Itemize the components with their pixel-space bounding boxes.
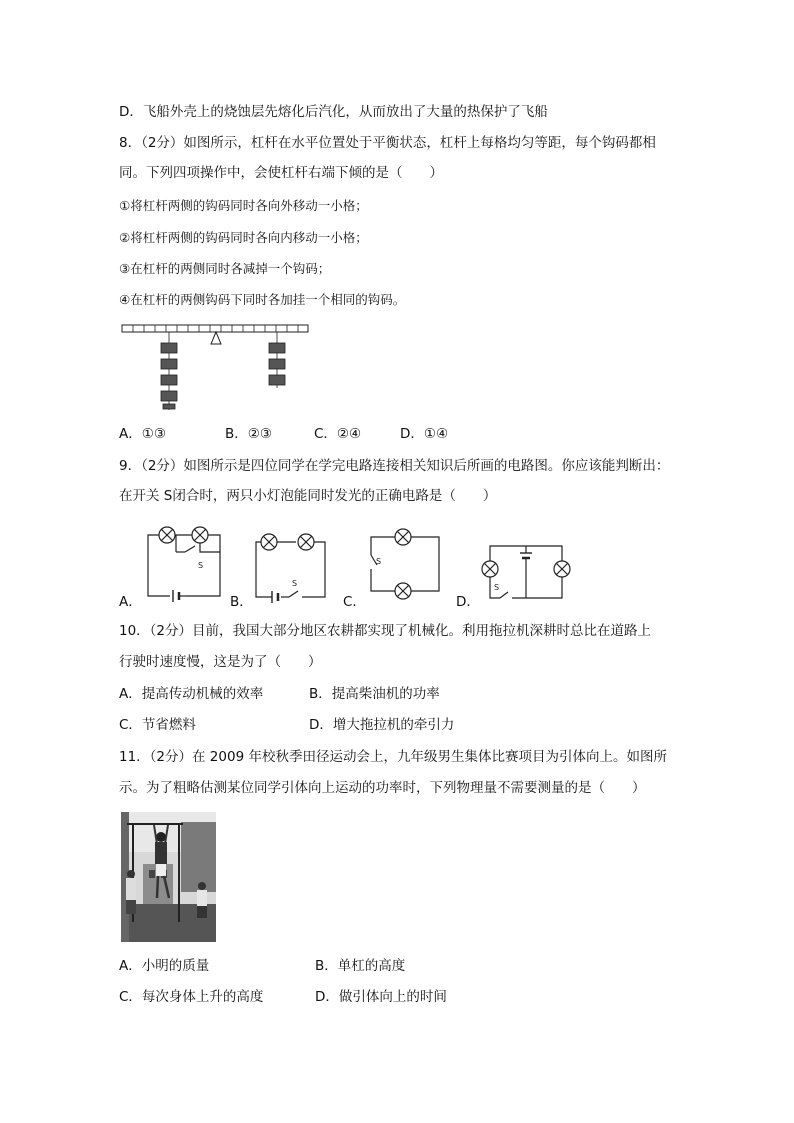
lamp-icon [395,583,411,599]
q10-option-b: B．提高柴油机的功率 [309,686,440,702]
lamp-icon [554,561,570,577]
switch-label: S [198,561,204,570]
lamp-icon [159,527,175,543]
circuit-a-label: A． [119,594,142,610]
q8-item-3: ③在杠杆的两侧同时各减掉一个钩码； [119,261,331,276]
q8-option-b: B．②③ [225,426,272,442]
circuit-b [252,530,332,602]
q11-option-a: A．小明的质量 [119,958,210,974]
q10-stem-line2: 行驶时速度慢，这是为了（ ） [119,654,322,670]
switch-label: S [494,583,500,592]
q9-stem-line1: 9．（2分）如图所示是四位同学在学完电路连接相关知识后所画的电路图。你应该能判断出： [119,458,670,474]
q11-option-d: D．做引体向上的时间 [315,989,447,1005]
q8-option-a: A．①③ [119,426,166,442]
switch-label: S [292,579,298,588]
lever-figure [119,322,319,414]
circuit-d-label: D． [456,594,480,610]
lamp-icon [298,534,314,550]
q8-option-c: C．②④ [314,426,362,442]
pull-up-photo [121,812,216,942]
q8-option-d: D．①④ [400,426,449,442]
lamp-icon [192,527,208,543]
q8-stem-line2: 同。下列四项操作中，会使杠杆右端下倾的是（ ） [119,165,443,181]
q10-option-d: D．增大拖拉机的牵引力 [309,717,455,733]
q9-stem-line2: 在开关 S闭合时，两只小灯泡能同时发光的正确电路是（ ） [119,488,497,504]
q8-item-1: ①将杠杆两侧的钩码同时各向外移动一小格； [119,198,368,213]
q10-option-c: C．节省燃料 [119,717,196,733]
q11-option-b: B．单杠的高度 [315,958,406,974]
q7-option-d: D．飞船外壳上的烧蚀层先熔化后汽化，从而放出了大量的热保护了飞船 [119,104,548,120]
circuit-c [365,527,445,607]
lamp-icon [482,561,498,577]
lamp-icon [395,529,411,545]
q8-item-2: ②将杠杆两侧的钩码同时各向内移动一小格； [119,230,368,245]
switch-label: S [376,557,382,566]
q8-item-4: ④在杠杆的两侧钩码下同时各加挂一个相同的钩码。 [119,292,406,307]
q10-option-a: A．提高传动机械的效率 [119,686,264,702]
q10-stem-line1: 10．（2分）目前，我国大部分地区农耕都实现了机械化。利用拖拉机深耕时总比在道路上 [119,623,652,639]
circuit-b-label: B． [230,594,253,610]
q11-option-c: C．每次身体上升的高度 [119,989,264,1005]
circuit-c-label: C． [343,594,366,610]
fulcrum-icon [211,332,221,344]
left-weights [161,332,177,410]
q11-stem-line1: 11．（2分）在 2009 年校秋季田径运动会上，九年级男生集体比赛项目为引体向上。如图所 [119,749,667,765]
right-weights [269,332,285,388]
circuit-a [140,522,230,604]
circuit-d [478,540,574,606]
q11-stem-line2: 示。为了粗略估测某位同学引体向上运动的功率时，下列物理量不需要测量的是（ ） [119,780,646,796]
lamp-icon [261,534,277,550]
q8-stem-line1: 8．（2分）如图所示，杠杆在水平位置处于平衡状态，杠杆上每格均匀等距，每个钩码都相 [119,135,656,151]
